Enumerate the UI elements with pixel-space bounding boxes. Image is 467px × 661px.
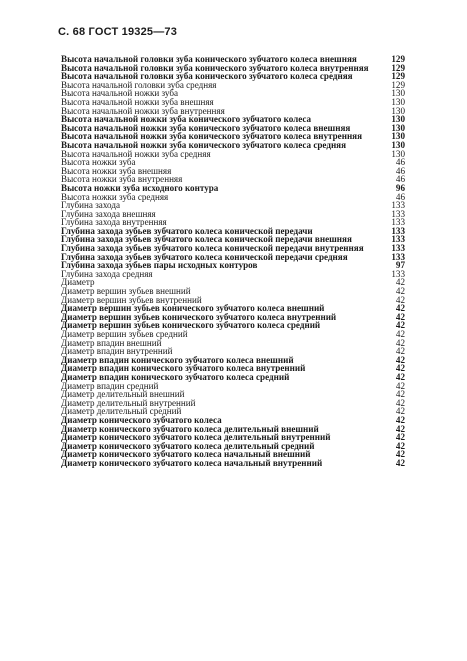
index-page-number: 42 <box>395 389 405 400</box>
index-page-number: 129 <box>391 54 405 64</box>
index-page-number: 42 <box>395 363 405 374</box>
index-page-number: 42 <box>395 449 405 460</box>
index-term: Диаметр конического зубчатого колеса <box>61 414 222 425</box>
index-page-number: 42 <box>395 277 405 288</box>
index-page-number: 42 <box>395 346 405 357</box>
index-term: Высота ножки зуба <box>61 157 136 168</box>
index-term: Диаметр конического зубчатого колеса делительный средний <box>61 440 315 451</box>
index-page-number: 42 <box>395 371 405 382</box>
index-page-number: 133 <box>391 234 405 245</box>
index-term: Глубина захода средняя <box>61 268 153 279</box>
index-page-number: 130 <box>391 114 405 125</box>
index-term: Диаметр впадин конического зубчатого колеса средний <box>61 371 290 382</box>
index-page-number: 96 <box>395 182 405 193</box>
index-page-number: 42 <box>395 354 405 365</box>
index-page-number: 133 <box>391 225 405 236</box>
index-term: Диаметр вершин зубьев средний <box>61 329 188 339</box>
index-term: Высота начальной ножки зуба средняя <box>61 148 211 159</box>
index-page-number: 42 <box>395 311 405 322</box>
index-term: Глубина захода зубьев зубчатого колеса конической передачи <box>61 225 313 236</box>
index-page-number: 42 <box>395 380 405 391</box>
term-index <box>61 55 405 468</box>
index-term: Диаметр конического зубчатого колеса делительный внутренний <box>61 432 331 443</box>
index-term: Высота начальной ножки зуба конического зубчатого колеса <box>61 114 312 125</box>
index-page-number: 133 <box>391 217 405 228</box>
index-entry <box>61 270 405 279</box>
index-page-number: 130 <box>391 122 405 133</box>
index-term: Высота начальной головки зуба средняя <box>61 79 217 90</box>
index-term: Глубина захода <box>61 200 120 211</box>
index-page-number: 42 <box>395 329 405 339</box>
index-page-number: 133 <box>391 200 405 211</box>
index-term: Высота начальной ножки зуба <box>61 88 179 99</box>
index-entry <box>61 459 405 468</box>
index-term: Высота ножки зуба внутренняя <box>61 174 183 185</box>
index-page-number: 133 <box>391 268 405 279</box>
index-term: Диаметр впадин внутренний <box>61 346 173 357</box>
index-term: Глубина захода зубьев зубчатого колеса конической передачи средняя <box>61 251 348 262</box>
index-page-number: 42 <box>395 423 405 434</box>
index-page-number: 42 <box>395 320 405 331</box>
index-term: Глубина захода зубьев зубчатого колеса конической передачи внешняя <box>61 234 352 245</box>
index-term: Высота ножки зуба средняя <box>61 191 169 202</box>
index-term: Диаметр конического зубчатого колеса начальный внутренний <box>61 457 323 468</box>
index-term: Диаметр вершин зубьев внутренний <box>61 294 202 305</box>
index-term: Глубина захода внешняя <box>61 208 156 219</box>
index-page-number: 42 <box>395 440 405 451</box>
index-page-number: 130 <box>391 88 405 99</box>
index-term: Диаметр вершин зубьев конического зубчатого колеса средний <box>61 320 321 331</box>
index-term: Диаметр впадин конического зубчатого колеса внешний <box>61 354 294 365</box>
index-page-number: 42 <box>395 414 405 425</box>
index-page-number: 42 <box>395 286 405 297</box>
index-term: Высота начальной головки зуба конического зубчатого колеса средняя <box>61 71 353 82</box>
index-term: Диаметр делительный внутренний <box>61 397 196 408</box>
index-page-number: 46 <box>395 165 405 176</box>
index-page-number: 42 <box>395 337 405 348</box>
index-page-number: 97 <box>395 260 405 271</box>
index-page-number: 129 <box>391 71 405 82</box>
index-term: Диаметр впадин внешний <box>61 337 162 348</box>
index-page-number: 130 <box>391 131 405 142</box>
index-term: Высота начальной ножки зуба внешняя <box>61 96 214 107</box>
index-page-number: 46 <box>395 174 405 185</box>
index-term: Высота ножки зуба внешняя <box>61 165 172 176</box>
index-term: Глубина захода внутренняя <box>61 217 167 228</box>
index-page-number: 42 <box>395 432 405 443</box>
index-page-number: 42 <box>395 303 405 314</box>
index-page-number: 46 <box>395 157 405 168</box>
index-term: Диаметр вершин зубьев конического зубчатого колеса внутренний <box>61 311 337 322</box>
index-term: Диаметр вершин зубьев конического зубчатого колеса внешний <box>61 303 325 314</box>
page-header: С. 68 ГОСТ 19325—73 <box>58 26 178 38</box>
index-term: Диаметр конического зубчатого колеса начальный внешний <box>61 449 311 460</box>
index-page-number: 46 <box>395 191 405 202</box>
index-term: Высота ножки зуба исходного контура <box>61 182 219 193</box>
index-term: Высота начальной ножки зуба конического зубчатого колеса внешняя <box>61 122 351 133</box>
index-term: Диаметр впадин средний <box>61 380 159 391</box>
index-page-number: 129 <box>391 62 405 73</box>
index-page-number: 133 <box>391 243 405 254</box>
index-term: Диаметр <box>61 277 95 288</box>
index-term: Высота начальной головки зуба конического зубчатого колеса внешняя <box>61 54 357 64</box>
index-term: Диаметр делительный средний <box>61 406 182 417</box>
index-page-number: 130 <box>391 148 405 159</box>
index-page-number: 42 <box>395 406 405 417</box>
index-term: Глубина захода зубьев зубчатого колеса конической передачи внутренняя <box>61 243 364 254</box>
index-page-number: 130 <box>391 139 405 150</box>
index-term: Высота начальной ножки зуба конического зубчатого колеса внутренняя <box>61 131 363 142</box>
index-term: Высота начальной ножки зуба внутренняя <box>61 105 225 116</box>
index-term: Диаметр вершин зубьев внешний <box>61 286 191 297</box>
index-page-number: 129 <box>391 79 405 90</box>
index-page-number: 130 <box>391 105 405 116</box>
index-page-number: 130 <box>391 96 405 107</box>
index-term: Высота начальной ножки зуба конического зубчатого колеса средняя <box>61 139 347 150</box>
index-term: Глубина захода зубьев пары исходных контуров <box>61 260 258 271</box>
index-term: Высота начальной головки зуба конического зубчатого колеса внутренняя <box>61 62 369 73</box>
index-term: Диаметр впадин конического зубчатого колеса внутренний <box>61 363 306 374</box>
index-page-number: 42 <box>395 294 405 305</box>
index-page-number: 133 <box>391 208 405 219</box>
index-page-number: 42 <box>395 397 405 408</box>
index-page-number: 133 <box>391 251 405 262</box>
index-term: Диаметр конического зубчатого колеса делительный внешний <box>61 423 319 434</box>
index-term: Диаметр делительный внешний <box>61 389 185 400</box>
index-page-number: 42 <box>395 457 405 468</box>
